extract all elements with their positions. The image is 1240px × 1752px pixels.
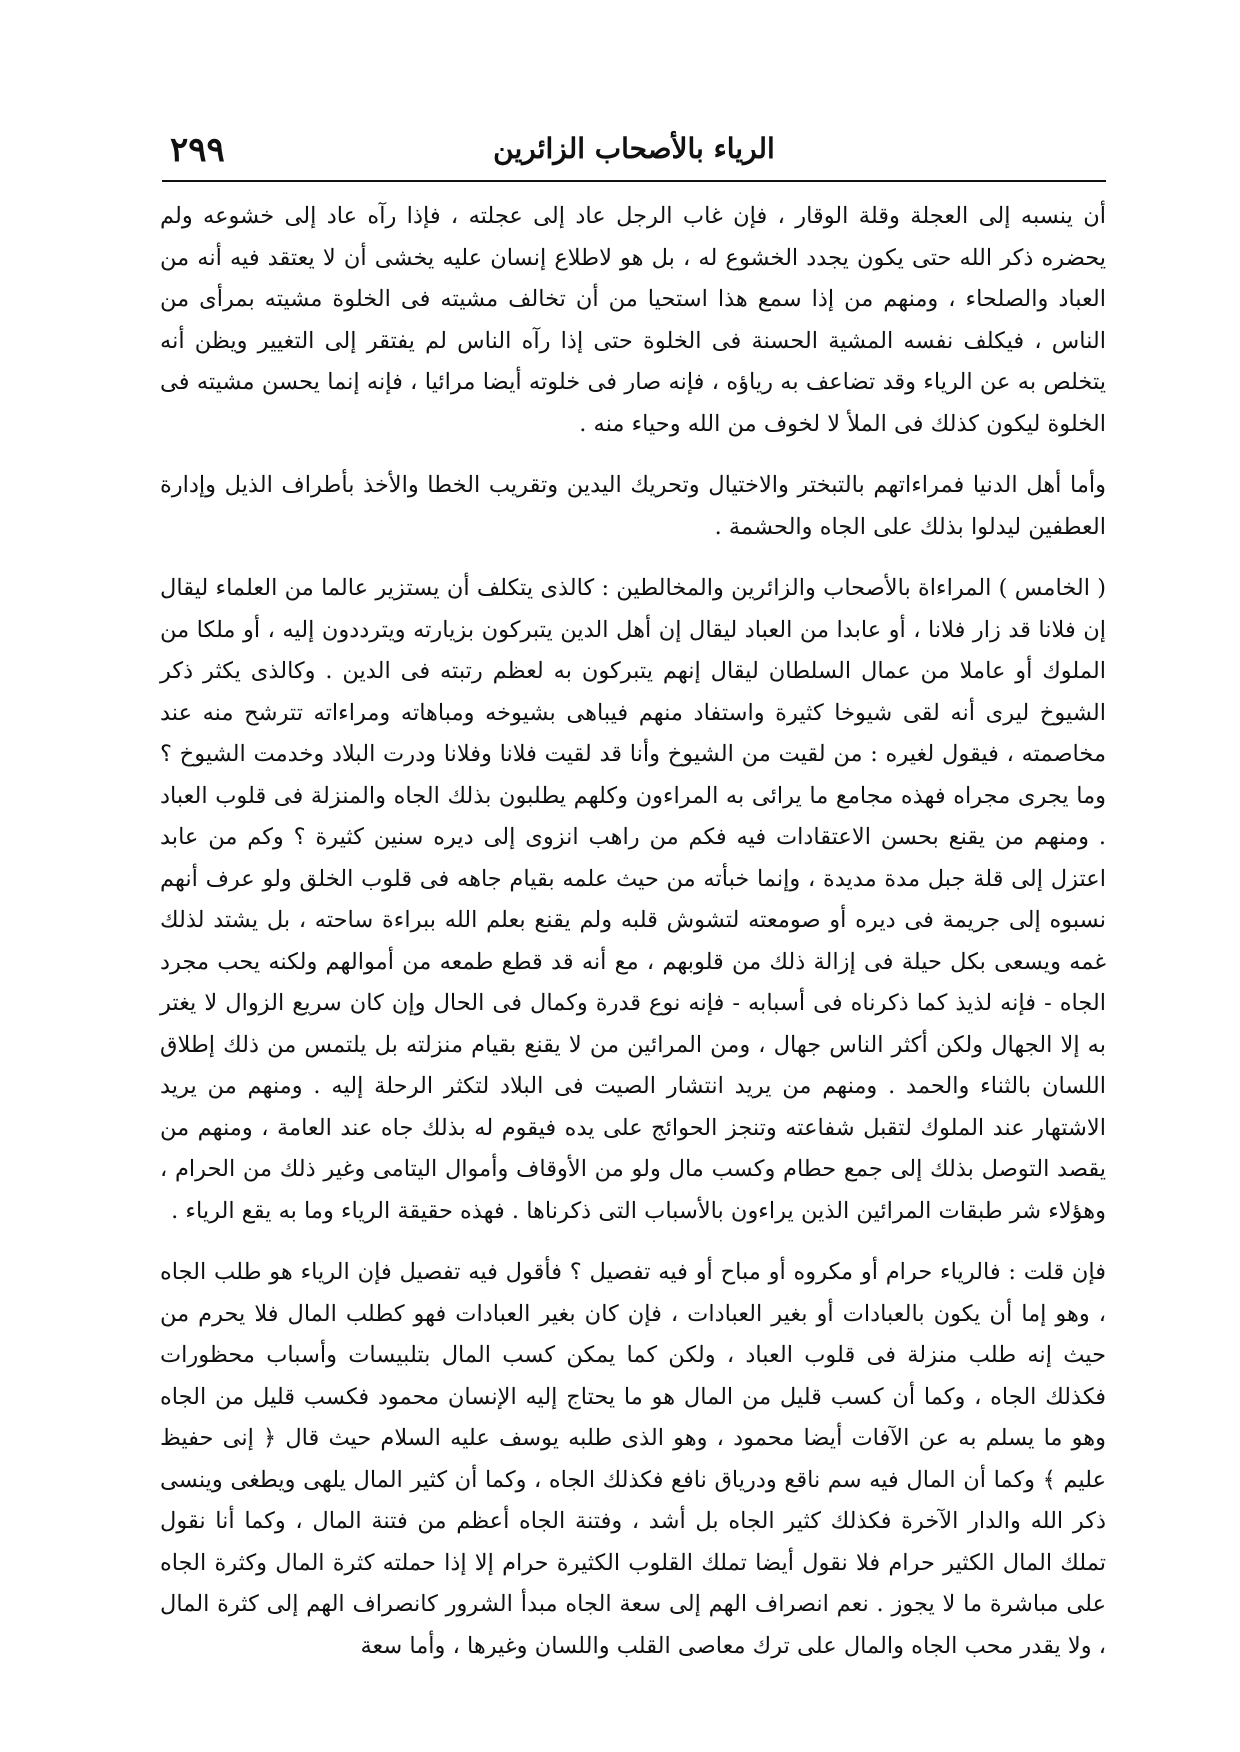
page-header <box>162 128 1106 182</box>
paragraph: وأما أهل الدنيا فمراءاتهم بالتبختر والاختيال وتحريك اليدين وتقريب الخطا والأخذ بأطراف الذيل وإدارة العطفين ليدلوا بذلك على الجاه والحشمة . <box>160 472 1106 540</box>
paragraph: ( الخامس ) المراءاة بالأصحاب والزائرين والمخالطين : كالذى يتكلف أن يستزير عالما من العلماء ليقال إن فلانا قد زار فلانا ، أو عابدا من العباد ليقال إن أهل الدين يتبركون بزيارته ويترددون إليه ، أو ملكا من الملوك أو عاملا من عمال السلطان ليقال إنهم يتبركون به لعظم رتبته فى الدين . وكالذى يكثر ذكر الشيوخ ليرى أنه لقى شيوخا كثيرة واستفاد منهم فيباهى بشيوخه ومباهاته ومراءاته تترشح منه عند مخاصمته ، فيقول لغيره : من لقيت من الشيوخ وأنا قد لقيت فلانا وفلانا ودرت البلاد وخدمت الشيوخ ؟ وما يجرى مجراه فهذه مجامع ما يرائى به المراءون وكلهم يطلبون بذلك الجاه والمنزلة فى قلوب العباد . ومنهم من يقنع بحسن الاعتقادات فيه فكم من راهب انزوى إلى ديره سنين كثيرة ؟ وكم من عابد اعتزل إلى قلة جبل مدة مديدة ، وإنما خبأته من حيث علمه بقيام جاهه فى قلوب الخلق ولو عرف أنهم نسبوه إلى جريمة فى ديره أو صومعته لتشوش قلبه ولم يقنع بعلم الله ببراءة ساحته ، بل يشتد لذلك غمه ويسعى بكل حيلة فى إزالة ذلك من قلوبهم ، مع أنه قد قطع طمعه من أموالهم ولكنه يحب مجرد الجاه - فإنه لذيذ كما ذكرناه فى أسبابه - فإنه نوع قدرة وكمال فى الحال وإن كان سريع الزوال لا يغتر به إلا الجهال ولكن أكثر الناس جهال ، ومن المرائين من لا يقنع بقيام منزلته بل يلتمس من ذلك إطلاق اللسان بالثناء والحمد . ومنهم من يريد انتشار الصيت فى البلاد لتكثر الرحلة إليه . ومنهم من يريد الاشتهار عند الملوك لتقبل شفاعته وتنجز الحوائج على يده فيقوم له بذلك جاه عند العامة ، ومنهم من يقصد التوصل بذلك إلى جمع حطام وكسب مال ولو من الأوقاف وأموال اليتامى وغير ذلك من الحرام ، وهؤلاء شر طبقات المرائين الذين يراءون بالأسباب التى ذكرناها . فهذه حقيقة الرياء وما به يقع الرياء . <box>160 575 1106 1224</box>
page-number: ٢٩٩ <box>170 130 225 170</box>
paragraph: أن ينسبه إلى العجلة وقلة الوقار ، فإن غاب الرجل عاد إلى عجلته ، فإذا رآه عاد إلى خشوعه ولم يحضره ذكر الله حتى يكون يجدد الخشوع له ، بل هو لاطلاع إنسان عليه يخشى أن لا يعتقد فيه أنه من العباد والصلحاء ، ومنهم من إذا سمع هذا استحيا من أن تخالف مشيته فى الخلوة مشيته بمرأى من الناس ، فيكلف نفسه المشية الحسنة فى الخلوة حتى إذا رآه الناس لم يفتقر إلى التغيير ويظن أنه يتخلص به عن الرياء وقد تضاعف به رياؤه ، فإنه صار فى خلوته أيضا مرائيا ، فإنه إنما يحسن مشيته فى الخلوة ليكون كذلك فى الملأ لا لخوف من الله وحياء منه . <box>160 203 1106 437</box>
paragraph: فإن قلت : فالرياء حرام أو مكروه أو مباح أو فيه تفصيل ؟ فأقول فيه تفصيل فإن الرياء هو طلب الجاه ، وهو إما أن يكون بالعبادات أو بغير العبادات ، فإن كان بغير العبادات فهو كطلب المال فلا يحرم من حيث إنه طلب منزلة فى قلوب العباد ، ولكن كما يمكن كسب المال بتلبيسات وأسباب محظورات فكذلك الجاه ، وكما أن كسب قليل من المال هو ما يحتاج إليه الإنسان محمود فكسب قليل من الجاه وهو ما يسلم به عن الآفات أيضا محمود ، وهو الذى طلبه يوسف عليه السلام حيث قال ﴿ إنى حفيظ عليم ﴾ وكما أن المال فيه سم ناقع ودرياق نافع فكذلك الجاه ، وكما أن كثير المال يلهى ويطغى وينسى ذكر الله والدار الآخرة فكذلك كثير الجاه بل أشد ، وفتنة الجاه أعظم من فتنة المال ، وكما أنا نقول تملك المال الكثير حرام فلا نقول أيضا تملك القلوب الكثيرة حرام إلا إذا حملته كثرة المال وكثرة الجاه على مباشرة ما لا يجوز . نعم انصراف الهم إلى سعة الجاه مبدأ الشرور كانصراف الهم إلى كثرة المال ، ولا يقدر محب الجاه والمال على ترك معاصى القلب واللسان وغيرها ، وأما سعة <box>160 1259 1106 1659</box>
running-title: الرياء بالأصحاب الزائرين <box>493 132 775 165</box>
body-text <box>160 196 1106 1687</box>
